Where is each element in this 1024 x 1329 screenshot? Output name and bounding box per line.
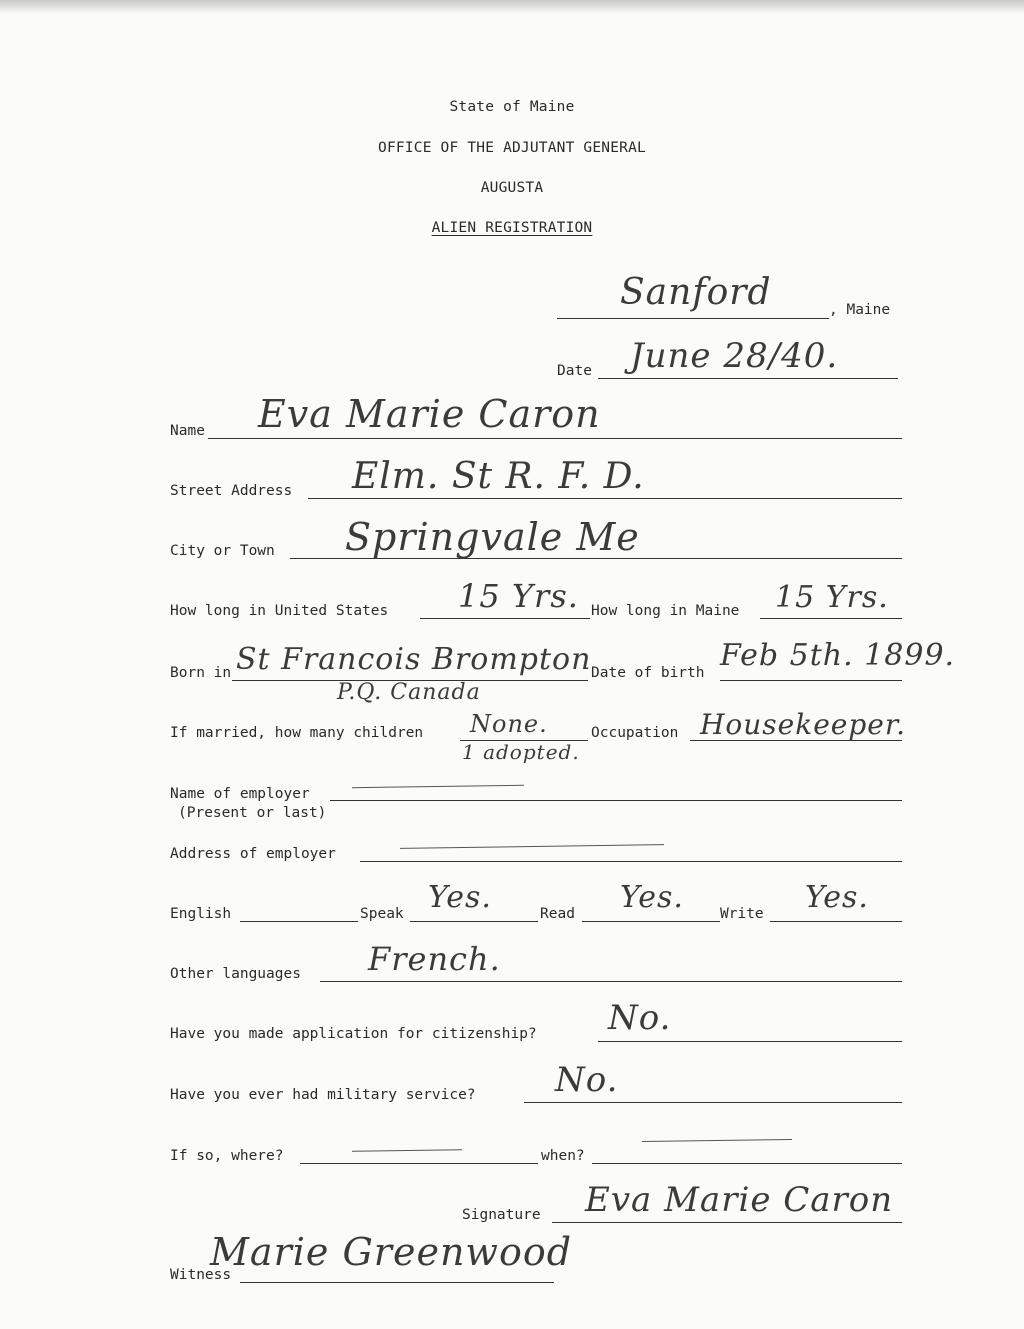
military-label: Have you ever had military service? [170, 1087, 476, 1103]
employer-address-label: Address of employer [170, 846, 336, 862]
name-label: Name [170, 423, 205, 439]
date-line [598, 378, 898, 379]
married-label: If married, how many children [170, 725, 424, 741]
read-entry: Yes. [620, 880, 684, 915]
signature-label: Signature [462, 1207, 541, 1223]
speak-entry: Yes. [428, 880, 492, 915]
write-entry: Yes. [805, 880, 869, 915]
street-entry: Elm. St R. F. D. [352, 456, 645, 497]
town-line [557, 318, 829, 319]
header-city: AUGUSTA [480, 180, 544, 196]
english-label: English [170, 906, 232, 922]
how-long-maine-line [760, 618, 902, 619]
employer-address-dash [400, 844, 664, 849]
date-of-birth-label: Date of birth [591, 665, 705, 681]
citizenship-line [598, 1041, 902, 1042]
military-line [524, 1102, 902, 1103]
children-entry-line2: 1 adopted. [462, 740, 580, 764]
date-entry: June 28/40. [630, 336, 839, 376]
how-long-us-line [420, 618, 590, 619]
employer-sublabel: (Present or last) [178, 805, 327, 821]
signature-line [552, 1222, 902, 1223]
born-in-label: Born in [170, 665, 232, 681]
name-line [208, 438, 902, 439]
other-languages-entry: French. [368, 940, 501, 978]
children-entry: None. [470, 710, 548, 738]
when-line [592, 1163, 902, 1164]
read-label: Read [540, 906, 575, 922]
employer-dash [352, 785, 524, 788]
witness-line [240, 1282, 554, 1283]
military-entry: No. [555, 1060, 619, 1100]
employer-label: Name of employer [170, 786, 310, 802]
town-entry: Sanford [620, 272, 772, 313]
occupation-label: Occupation [591, 725, 679, 741]
where-dash [352, 1149, 462, 1152]
where-line [300, 1163, 538, 1164]
speak-line [410, 921, 538, 922]
write-line [770, 921, 902, 922]
how-long-maine-entry: 15 Yrs. [775, 580, 889, 615]
when-label: when? [541, 1148, 585, 1164]
maine-label: , Maine [829, 302, 891, 318]
header-state: State of Maine [449, 99, 575, 115]
citizenship-entry: No. [608, 998, 672, 1038]
street-label: Street Address [170, 483, 293, 499]
witness-label: Witness [170, 1267, 232, 1283]
speak-label: Speak [360, 906, 404, 922]
signature-entry: Eva Marie Caron [585, 1180, 894, 1220]
other-languages-line [320, 981, 902, 982]
page-title: ALIEN REGISTRATION [431, 220, 593, 236]
read-line [582, 921, 720, 922]
witness-entry: Marie Greenwood [210, 1230, 573, 1274]
date-label: Date [557, 363, 592, 379]
city-entry: Springvale Me [345, 515, 640, 559]
citizenship-label: Have you made application for citizenship? [170, 1026, 537, 1042]
where-label: If so, where? [170, 1148, 284, 1164]
employer-address-line [360, 861, 902, 862]
other-languages-label: Other languages [170, 966, 301, 982]
city-label: City or Town [170, 543, 275, 559]
street-line [308, 498, 902, 499]
how-long-maine-label: How long in Maine [591, 603, 740, 619]
how-long-us-entry: 15 Yrs. [458, 577, 579, 615]
employer-line [330, 800, 902, 801]
name-entry: Eva Marie Caron [258, 392, 601, 436]
write-label: Write [720, 906, 764, 922]
born-in-entry: St Francois Brompton [236, 642, 592, 677]
english-line [240, 921, 358, 922]
how-long-us-label: How long in United States [170, 603, 389, 619]
born-in-entry-line2: P.Q. Canada [337, 680, 481, 705]
date-of-birth-line [720, 680, 902, 681]
occupation-entry: Housekeeper. [700, 708, 907, 741]
date-of-birth-entry: Feb 5th. 1899. [720, 638, 956, 673]
scan-edge [0, 0, 1024, 14]
when-dash [642, 1139, 792, 1142]
header-office: OFFICE OF THE ADJUTANT GENERAL [378, 140, 646, 156]
